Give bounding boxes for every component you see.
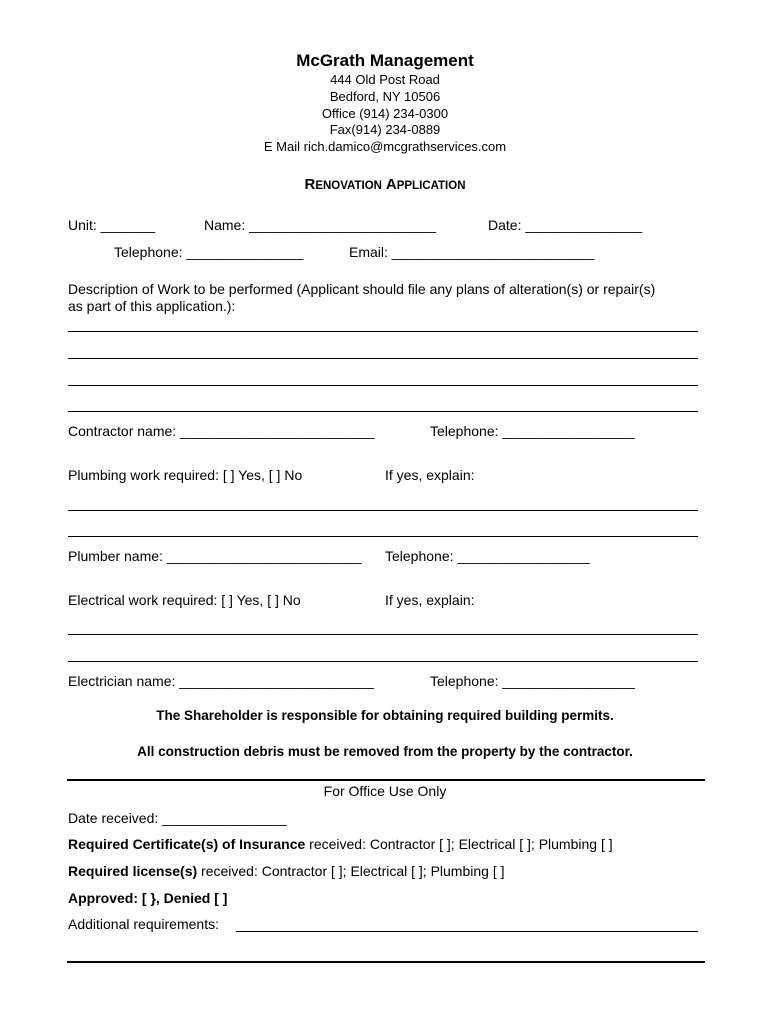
- electrical-explain-label: If yes, explain:: [385, 592, 475, 608]
- plumbing-explain-line[interactable]: [68, 536, 698, 537]
- description-line[interactable]: [68, 411, 698, 412]
- description-label-line-2: as part of this application.):: [68, 298, 236, 314]
- bottom-divider: [67, 961, 705, 963]
- form-title: RENOVATION APPLICATION: [304, 176, 466, 193]
- electrical-required-question[interactable]: Electrical work required: [ ] Yes, [ ] No: [68, 592, 301, 608]
- plumber-telephone-field[interactable]: Telephone: _________________: [385, 548, 590, 564]
- date-field[interactable]: Date: _______________: [488, 217, 643, 233]
- permits-notice: The Shareholder is responsible for obtaining required building permits.: [156, 708, 614, 723]
- organization-name: McGrath Management: [296, 51, 474, 70]
- address-line-2: Bedford, NY 10506: [329, 89, 441, 104]
- fax-number: Fax(914) 234-0889: [329, 122, 441, 137]
- email-field[interactable]: Email: __________________________: [349, 244, 595, 260]
- licenses-row[interactable]: Required license(s) received: Contractor [ ]; Electrical [ ]; Plumbing [ ]: [68, 863, 505, 879]
- contractor-telephone-field[interactable]: Telephone: _________________: [430, 423, 635, 439]
- office-use-heading: For Office Use Only: [323, 783, 447, 799]
- additional-requirements-line[interactable]: [236, 931, 698, 932]
- name-field[interactable]: Name: ________________________: [204, 217, 436, 233]
- electrician-name-field[interactable]: Electrician name: _________________________: [68, 673, 374, 689]
- plumbing-explain-label: If yes, explain:: [385, 467, 475, 483]
- description-line[interactable]: [68, 385, 698, 386]
- telephone-field[interactable]: Telephone: _______________: [114, 244, 304, 260]
- insurance-certificates-row[interactable]: Required Certificate(s) of Insurance received: Contractor [ ]; Electrical [ ]; Plumbing [ ]: [68, 836, 613, 852]
- plumber-name-field[interactable]: Plumber name: _________________________: [68, 548, 362, 564]
- description-label-line-1: Description of Work to be performed (Applicant should file any plans of alteration(s) or repair(s): [68, 281, 656, 297]
- plumbing-required-question[interactable]: Plumbing work required: [ ] Yes, [ ] No: [68, 467, 303, 483]
- description-line[interactable]: [68, 331, 698, 332]
- plumbing-explain-line[interactable]: [68, 510, 698, 511]
- debris-notice: All construction debris must be removed from the property by the contractor.: [137, 744, 633, 759]
- address-line-1: 444 Old Post Road: [330, 72, 440, 87]
- contractor-name-field[interactable]: Contractor name: _________________________: [68, 423, 375, 439]
- additional-requirements-label: Additional requirements:: [68, 916, 219, 932]
- approval-row[interactable]: Approved: [ }, Denied [ ]: [68, 890, 228, 906]
- electrical-explain-line[interactable]: [68, 634, 698, 635]
- electrician-telephone-field[interactable]: Telephone: _________________: [430, 673, 635, 689]
- office-phone: Office (914) 234-0300: [321, 106, 449, 121]
- description-line[interactable]: [68, 358, 698, 359]
- divider: [67, 779, 705, 781]
- electrical-explain-line[interactable]: [68, 661, 698, 662]
- date-received-field[interactable]: Date received: ________________: [68, 810, 287, 826]
- unit-field[interactable]: Unit: _______: [68, 217, 156, 233]
- email-address: E Mail rich.damico@mcgrathservices.com: [263, 139, 507, 154]
